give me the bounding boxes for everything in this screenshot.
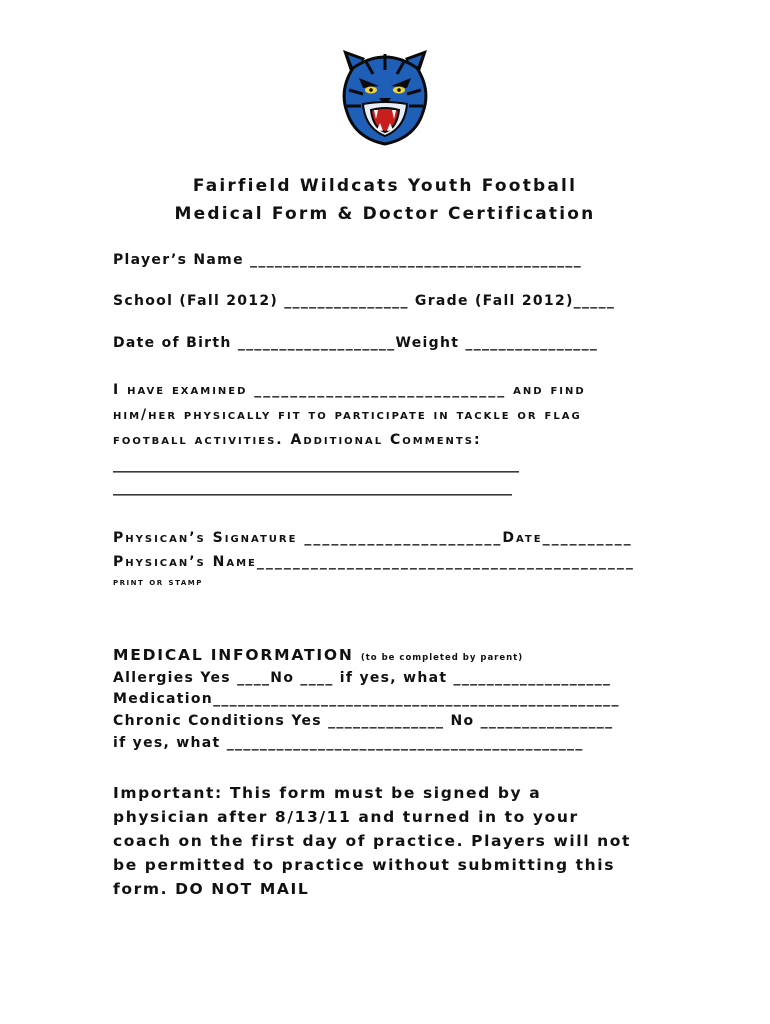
- comments-line1[interactable]: __________________________________________________________: [113, 457, 519, 473]
- exam-statement-line1[interactable]: I have examined ____________________________ and find: [113, 382, 586, 398]
- important-line4: be permitted to practice without submitting this: [113, 856, 616, 874]
- important-notice: [113, 781, 673, 901]
- medication-field[interactable]: Medication_________________________________________________: [113, 691, 620, 707]
- medical-heading-text: MEDICAL INFORMATION: [113, 646, 354, 664]
- medical-heading-note: (to be completed by parent): [360, 653, 524, 663]
- wildcat-logo-icon: [335, 40, 435, 146]
- important-line5: form. DO NOT MAIL: [113, 880, 310, 898]
- form-title-line2: Medical Form & Doctor Certification: [174, 204, 596, 224]
- chronic-conditions-field[interactable]: Chronic Conditions Yes ______________ No ________________: [113, 713, 614, 729]
- medical-info-heading: [113, 646, 523, 664]
- physician-name-field[interactable]: Physican’s Name__________________________________________: [113, 554, 635, 570]
- exam-statement-line2: him/her physically fit to participate in tackle or flag: [113, 407, 582, 423]
- comments-line2[interactable]: _________________________________________________________: [113, 480, 512, 496]
- important-line2: physician after 8/13/11 and turned in to your: [113, 808, 579, 826]
- school-grade-field[interactable]: School (Fall 2012) _______________ Grade (Fall 2012)_____: [113, 293, 616, 309]
- allergies-field[interactable]: Allergies Yes ____No ____ if yes, what ___________________: [113, 670, 612, 686]
- print-or-stamp-note: print or stamp: [113, 577, 203, 588]
- if-yes-what-field[interactable]: if yes, what ___________________________________________: [113, 735, 584, 751]
- form-title-line1: Fairfield Wildcats Youth Football: [192, 176, 578, 196]
- dob-weight-field[interactable]: Date of Birth ___________________Weight ________________: [113, 335, 599, 351]
- player-name-field[interactable]: Player’s Name ________________________________________: [113, 252, 583, 268]
- physician-signature-field[interactable]: Physican’s Signature ______________________Date__________: [113, 530, 633, 546]
- exam-statement-line3: football activities. Additional Comments:: [113, 432, 482, 448]
- important-line3: coach on the first day of practice. Players will not: [113, 832, 632, 850]
- important-line1: Important: This form must be signed by a: [113, 784, 542, 802]
